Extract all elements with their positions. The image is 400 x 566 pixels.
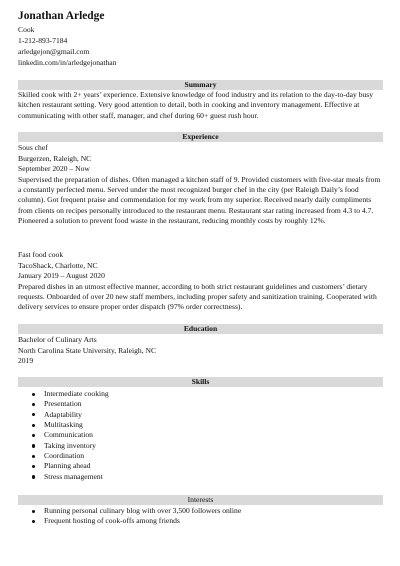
skill-item: Coordination [18,451,378,461]
email-address: arledgejon@gmail.com [18,47,90,56]
interest-item: Running personal culinary blog with over 3,500 followers online [18,506,378,516]
interests-heading: Interests [18,495,383,505]
job-dates: January 2019 – August 2020 [18,271,105,281]
skill-item: Intermediate cooking [18,389,378,399]
job-description: Prepared dishes in an utmost effective manner, according to both strict restaurant guidelines and customers’ dietary requests. Onboarded of over 20 new staff members, including proper safety and sanitization training. Cooperated with delivery services to ensure proper order dispatch (97% order correctness). [18,281,377,312]
skill-item: Taking inventory [18,441,378,451]
job-entry [18,143,384,226]
graduation-year: 2019 [18,356,34,366]
job-title: Sous chef [18,143,48,152]
summary-heading: Summary [18,80,383,90]
skill-item: Adaptability [18,410,378,420]
summary-section [18,90,384,121]
experience-heading: Experience [18,132,383,142]
job-company: Burgerzen, Raleigh, NC [18,153,92,163]
skill-item: Multitasking [18,420,378,430]
interest-item: Frequent hosting of cook-offs among friends [18,516,378,526]
candidate-title: Cook [18,25,35,34]
skills-list [18,389,378,482]
skill-item: Stress management [18,472,378,482]
skill-item: Planning ahead [18,461,378,471]
interests-list [18,506,378,527]
resume-header [18,9,388,68]
summary-text: Skilled cook with 2+ years’ experience. Extensive knowledge of food industry and its relation to the day-to-day busy kitchen restaurant setting. Very good attention to detail, both in cooking and inventory management. Effective at communicating with other staff, manager, and chef during 60+ guest rush hour. [18,90,374,120]
job-company: TacoShack, Charlotte, NC [18,260,98,270]
linkedin-url: linkedin.com/in/arledgejonathan [18,58,117,67]
school: North Carolina State University, Raleigh, NC [18,345,157,355]
candidate-name: Jonathan Arledge [18,10,105,22]
job-dates: September 2020 – Now [18,164,90,174]
phone-number: 1-212-893-7184 [18,36,68,45]
job-description: Supervised the preparation of dishes. Often managed a kitchen staff of 9. Provided customers with five-star meals from a constantly perfected menu. Served under the most recognized burger chef in the city (per Raleigh Daily’s food column). Got frequent praise and commendation for my work from my superior. Received nearly daily compliments from clients on recipes personally introduced to the restaurant menu. Restaurant star rating increased from 4.3 to 4.7. Pioneered a solution to prevent food waste in the restaurant, reducing monthly costs by roughly 12%. [18,174,381,225]
job-entry [18,250,384,313]
degree: Bachelor of Culinary Arts [18,335,97,344]
skill-item: Presentation [18,399,378,409]
job-title: Fast food cook [18,250,64,259]
skill-item: Communication [18,430,378,440]
education-heading: Education [18,324,383,334]
skills-heading: Skills [18,377,383,387]
education-section [18,335,384,367]
